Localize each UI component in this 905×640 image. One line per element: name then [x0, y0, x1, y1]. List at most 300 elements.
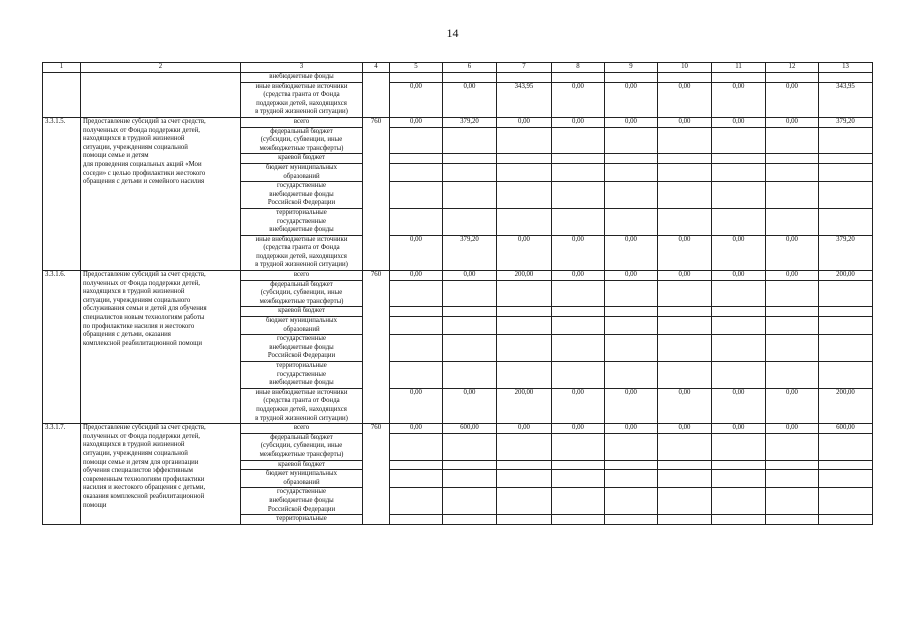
value-cell: 0,00 [605, 117, 658, 127]
value-cell [497, 362, 552, 389]
text-line: иные внебюджетные источники [255, 235, 348, 243]
value-cell [497, 488, 552, 515]
table-row [43, 424, 873, 434]
text-line: обращения с детьми и семейного насилия [83, 178, 205, 186]
text-line: территориальные [276, 362, 327, 369]
column-header: 10 [658, 63, 712, 73]
value-cell [552, 470, 605, 488]
value-cell [605, 488, 658, 515]
text-line: всего [293, 271, 310, 279]
value-cell: 0,00 [390, 82, 443, 117]
value-cell [712, 280, 766, 307]
funding-source-cell [241, 154, 363, 164]
value-cell [658, 433, 712, 460]
value-cell: 0,00 [552, 388, 605, 423]
code4-cell: 760 [363, 117, 390, 270]
value-cell: 0,00 [712, 117, 766, 127]
value-cell [497, 470, 552, 488]
value-cell: 0,00 [497, 117, 552, 127]
value-cell [819, 208, 873, 235]
value-cell [712, 433, 766, 460]
value-cell [658, 470, 712, 488]
value-cell [390, 127, 443, 154]
value-cell [552, 182, 605, 209]
value-cell [443, 307, 497, 317]
value-cell [766, 460, 819, 470]
value-cell [819, 280, 873, 307]
text-line: образований [283, 172, 320, 180]
value-cell [552, 317, 605, 335]
value-cell [552, 433, 605, 460]
value-cell: 0,00 [552, 271, 605, 281]
value-cell [552, 73, 605, 83]
funding-source-cell [241, 460, 363, 470]
funding-source-cell [241, 271, 363, 281]
code4-cell [363, 73, 390, 118]
column-header: 12 [766, 63, 819, 73]
table-body [43, 73, 873, 525]
value-cell [605, 73, 658, 83]
value-cell [766, 433, 819, 460]
code-cell: 3.3.1.6. [43, 271, 81, 424]
value-cell: 0,00 [712, 235, 766, 270]
table-row [43, 73, 873, 83]
value-cell [443, 470, 497, 488]
value-cell [766, 73, 819, 83]
value-cell [497, 73, 552, 83]
value-cell: 0,00 [552, 235, 605, 270]
value-cell [390, 317, 443, 335]
text-line: Предоставление субсидий за счет средств, [83, 424, 206, 432]
text-line: территориальные [276, 208, 327, 216]
text-line: полученных от Фонда поддержки детей, [83, 279, 200, 287]
column-header: 7 [497, 63, 552, 73]
value-cell [605, 182, 658, 209]
value-cell [443, 460, 497, 470]
value-cell [443, 488, 497, 515]
funding-source-cell [241, 317, 363, 335]
column-header: 1 [43, 63, 81, 73]
text-line: бюджет муниципальных [266, 470, 337, 478]
value-cell [658, 154, 712, 164]
column-header: 9 [605, 63, 658, 73]
value-cell: 200,00 [497, 271, 552, 281]
funding-source-cell [241, 82, 363, 117]
text-line: образований [283, 325, 320, 333]
text-line: Российской Федерации [267, 352, 336, 360]
value-cell [552, 335, 605, 362]
value-cell: 0,00 [605, 82, 658, 117]
value-cell [605, 280, 658, 307]
text-line: (субсидии, субвенции, иные [260, 442, 343, 450]
funding-source-cell [241, 362, 363, 389]
value-cell [443, 154, 497, 164]
text-line: Российской Федерации [267, 199, 336, 207]
text-line: внебюджетные фонды [269, 379, 334, 387]
text-line: государственные [277, 370, 326, 378]
text-line: федеральный бюджет [270, 280, 333, 288]
value-cell [390, 182, 443, 209]
header-row [43, 63, 873, 73]
value-cell: 0,00 [605, 388, 658, 423]
funding-source-cell [241, 235, 363, 270]
value-cell: 0,00 [552, 117, 605, 127]
text-line: внебюджетные фонды [269, 496, 334, 504]
text-line: ситуации, учреждениям социального [83, 296, 191, 304]
text-line: всего [293, 424, 310, 432]
value-cell [819, 127, 873, 154]
text-line: межбюджетные трансферты) [259, 297, 344, 305]
value-cell [766, 488, 819, 515]
code4-cell: 760 [363, 271, 390, 424]
text-line: ситуации, учреждениям социальной [83, 143, 188, 151]
value-cell: 0,00 [766, 82, 819, 117]
value-cell [443, 433, 497, 460]
value-cell [605, 460, 658, 470]
value-cell: 0,00 [658, 235, 712, 270]
text-line: иные внебюджетные источники [255, 388, 348, 396]
value-cell [766, 208, 819, 235]
funding-source-cell [241, 388, 363, 423]
value-cell [552, 488, 605, 515]
value-cell [390, 73, 443, 83]
value-cell [766, 307, 819, 317]
text-line: полученных от Фонда поддержки детей, [83, 432, 200, 440]
value-cell [605, 362, 658, 389]
value-cell: 0,00 [443, 271, 497, 281]
text-line: государственные [277, 217, 326, 225]
column-header: 13 [819, 63, 873, 73]
text-line: внебюджетные фонды [269, 190, 334, 198]
text-line: межбюджетные трансферты) [259, 450, 344, 458]
value-cell [712, 73, 766, 83]
value-cell [658, 163, 712, 181]
text-line: для проведения социальных акций «Мои [83, 160, 202, 168]
funding-source-cell [241, 127, 363, 154]
value-cell [443, 127, 497, 154]
text-line: территориальные [276, 515, 327, 523]
column-header: 5 [390, 63, 443, 73]
value-cell: 0,00 [658, 424, 712, 434]
funding-source-cell [241, 424, 363, 434]
value-cell [552, 154, 605, 164]
value-cell [605, 433, 658, 460]
value-cell [819, 460, 873, 470]
value-cell [390, 163, 443, 181]
value-cell [443, 280, 497, 307]
text-line: обращения с детьми, оказания [83, 331, 171, 339]
value-cell [390, 433, 443, 460]
value-cell [658, 73, 712, 83]
text-line: находящихся в трудной жизненной [83, 441, 185, 449]
text-line: государственные [277, 182, 326, 190]
value-cell [390, 460, 443, 470]
text-line: комплексной реабилитационной помощи [83, 339, 202, 347]
value-cell [443, 73, 497, 83]
value-cell [658, 280, 712, 307]
value-cell: 0,00 [390, 235, 443, 270]
funding-source-cell [241, 433, 363, 460]
value-cell [443, 163, 497, 181]
value-cell [443, 515, 497, 525]
value-cell [658, 460, 712, 470]
value-cell [605, 515, 658, 525]
value-cell: 0,00 [443, 388, 497, 423]
value-cell [605, 154, 658, 164]
value-cell [497, 154, 552, 164]
text-line: поддержки детей, находящихся [256, 405, 347, 413]
value-cell [712, 488, 766, 515]
value-cell [658, 307, 712, 317]
value-cell [819, 154, 873, 164]
value-cell: 0,00 [712, 271, 766, 281]
value-cell: 0,00 [390, 424, 443, 434]
value-cell [552, 362, 605, 389]
value-cell [552, 307, 605, 317]
value-cell [712, 317, 766, 335]
value-cell [766, 335, 819, 362]
text-line: образований [283, 478, 320, 486]
value-cell: 379,20 [819, 117, 873, 127]
value-cell [658, 182, 712, 209]
value-cell: 0,00 [605, 424, 658, 434]
text-line: всего [293, 117, 310, 125]
text-line: бюджет муниципальных [266, 317, 337, 325]
text-line: обучения специалистов эффективным [83, 467, 193, 475]
text-line: соседи» с целью профилактики жестокого [83, 169, 206, 177]
text-line: (субсидии, субвенции, иные [260, 289, 343, 297]
value-cell: 0,00 [552, 424, 605, 434]
funding-source-cell [241, 470, 363, 488]
value-cell [552, 208, 605, 235]
value-cell [443, 317, 497, 335]
text-line: полученных от Фонда поддержки детей, [83, 126, 200, 134]
value-cell [712, 470, 766, 488]
description-cell [81, 73, 241, 118]
funding-source-cell [241, 73, 363, 83]
text-line: помощи семье и детям [83, 152, 149, 160]
value-cell [605, 307, 658, 317]
value-cell [497, 307, 552, 317]
column-header: 3 [241, 63, 363, 73]
value-cell: 379,20 [443, 235, 497, 270]
value-cell [552, 163, 605, 181]
value-cell [712, 163, 766, 181]
value-cell [443, 335, 497, 362]
column-header: 6 [443, 63, 497, 73]
value-cell [766, 470, 819, 488]
code-cell: 3.3.1.7. [43, 424, 81, 525]
value-cell [497, 515, 552, 525]
value-cell [552, 127, 605, 154]
value-cell [497, 127, 552, 154]
value-cell: 0,00 [766, 117, 819, 127]
funding-source-cell [241, 117, 363, 127]
value-cell [390, 470, 443, 488]
funding-source-cell [241, 208, 363, 235]
value-cell [390, 335, 443, 362]
value-cell [712, 154, 766, 164]
value-cell [497, 317, 552, 335]
value-cell [390, 208, 443, 235]
text-line: оказания комплексной реабилитационной [83, 492, 205, 500]
text-line: в трудной жизненной ситуации) [255, 414, 348, 422]
value-cell: 600,00 [819, 424, 873, 434]
value-cell [819, 488, 873, 515]
text-line: по профилактике насилия и жестокого [83, 322, 195, 330]
value-cell: 0,00 [443, 82, 497, 117]
column-header: 2 [81, 63, 241, 73]
value-cell [766, 515, 819, 525]
value-cell: 0,00 [552, 82, 605, 117]
value-cell [819, 335, 873, 362]
text-line: внебюджетные фонды [269, 73, 334, 80]
description-cell [81, 271, 241, 424]
value-cell [658, 515, 712, 525]
text-line: внебюджетные фонды [269, 226, 334, 234]
text-line: внебюджетные фонды [269, 343, 334, 351]
value-cell [819, 182, 873, 209]
value-cell: 0,00 [712, 82, 766, 117]
value-cell [552, 280, 605, 307]
value-cell [712, 460, 766, 470]
value-cell: 600,00 [443, 424, 497, 434]
text-line: (средства гранта от Фонда [263, 397, 340, 405]
value-cell [766, 182, 819, 209]
value-cell: 0,00 [766, 424, 819, 434]
value-cell [819, 317, 873, 335]
text-line: современным технологиям профилактики [83, 475, 205, 483]
funding-source-cell [241, 280, 363, 307]
text-line: обслуживания семьи и детей для обучения [83, 305, 207, 313]
value-cell: 0,00 [605, 271, 658, 281]
value-cell [766, 280, 819, 307]
text-line: в трудной жизненной ситуации) [255, 261, 348, 269]
value-cell [605, 208, 658, 235]
value-cell: 379,20 [819, 235, 873, 270]
value-cell [497, 163, 552, 181]
value-cell [443, 208, 497, 235]
value-cell: 200,00 [819, 388, 873, 423]
description-cell [81, 424, 241, 525]
value-cell [390, 488, 443, 515]
value-cell [712, 335, 766, 362]
value-cell: 0,00 [712, 424, 766, 434]
value-cell [605, 163, 658, 181]
text-line: помощи [83, 501, 107, 509]
value-cell [766, 362, 819, 389]
value-cell [605, 470, 658, 488]
funding-source-cell [241, 335, 363, 362]
value-cell [766, 154, 819, 164]
value-cell [766, 317, 819, 335]
value-cell [819, 73, 873, 83]
page-number: 14 [446, 26, 459, 40]
value-cell [605, 127, 658, 154]
value-cell [658, 127, 712, 154]
value-cell [658, 335, 712, 362]
value-cell [443, 362, 497, 389]
value-cell [497, 182, 552, 209]
value-cell [497, 460, 552, 470]
value-cell [766, 127, 819, 154]
code-cell [43, 73, 81, 118]
text-line: специалистов новым технологиям работы [83, 314, 205, 322]
value-cell: 0,00 [658, 388, 712, 423]
text-line: краевой бюджет [278, 154, 325, 162]
value-cell [605, 335, 658, 362]
text-line: находящихся в трудной жизненной [83, 135, 185, 143]
value-cell: 0,00 [390, 117, 443, 127]
column-header: 4 [363, 63, 390, 73]
code4-cell: 760 [363, 424, 390, 525]
value-cell [712, 182, 766, 209]
value-cell [390, 154, 443, 164]
text-line: государственные [277, 335, 326, 343]
value-cell: 0,00 [390, 271, 443, 281]
value-cell [712, 362, 766, 389]
value-cell: 0,00 [497, 424, 552, 434]
value-cell [712, 515, 766, 525]
value-cell: 379,20 [443, 117, 497, 127]
value-cell: 0,00 [658, 271, 712, 281]
funding-source-cell [241, 515, 363, 525]
funding-source-cell [241, 488, 363, 515]
value-cell [712, 307, 766, 317]
value-cell: 0,00 [766, 388, 819, 423]
value-cell [819, 163, 873, 181]
text-line: (средства гранта от Фонда [263, 91, 340, 99]
text-line: ситуации, учреждениям социальной [83, 449, 188, 457]
value-cell [658, 488, 712, 515]
funding-source-cell [241, 182, 363, 209]
column-header: 11 [712, 63, 766, 73]
text-line: федеральный бюджет [270, 127, 333, 135]
value-cell [658, 362, 712, 389]
value-cell: 0,00 [390, 388, 443, 423]
funding-source-cell [241, 307, 363, 317]
value-cell [390, 307, 443, 317]
value-cell [766, 163, 819, 181]
table-row [43, 271, 873, 281]
value-cell [443, 182, 497, 209]
value-cell [819, 433, 873, 460]
text-line: (средства гранта от Фонда [263, 244, 340, 252]
text-line: Предоставление субсидий за счет средств, [83, 117, 206, 125]
value-cell [552, 460, 605, 470]
value-cell [712, 127, 766, 154]
value-cell [497, 335, 552, 362]
description-cell [81, 117, 241, 270]
value-cell: 343,95 [819, 82, 873, 117]
value-cell: 0,00 [658, 117, 712, 127]
table-row [43, 117, 873, 127]
value-cell [819, 362, 873, 389]
text-line: Предоставление субсидий за счет средств, [83, 271, 206, 279]
value-cell [390, 515, 443, 525]
text-line: (субсидии, субвенции, иные [260, 136, 343, 144]
value-cell: 343,95 [497, 82, 552, 117]
text-line: бюджет муниципальных [266, 163, 337, 171]
value-cell [712, 208, 766, 235]
value-cell [819, 515, 873, 525]
value-cell [605, 317, 658, 335]
value-cell: 0,00 [658, 82, 712, 117]
value-cell: 0,00 [497, 235, 552, 270]
text-line: находящихся в трудной жизненной [83, 288, 185, 296]
value-cell [497, 280, 552, 307]
funding-source-cell [241, 163, 363, 181]
